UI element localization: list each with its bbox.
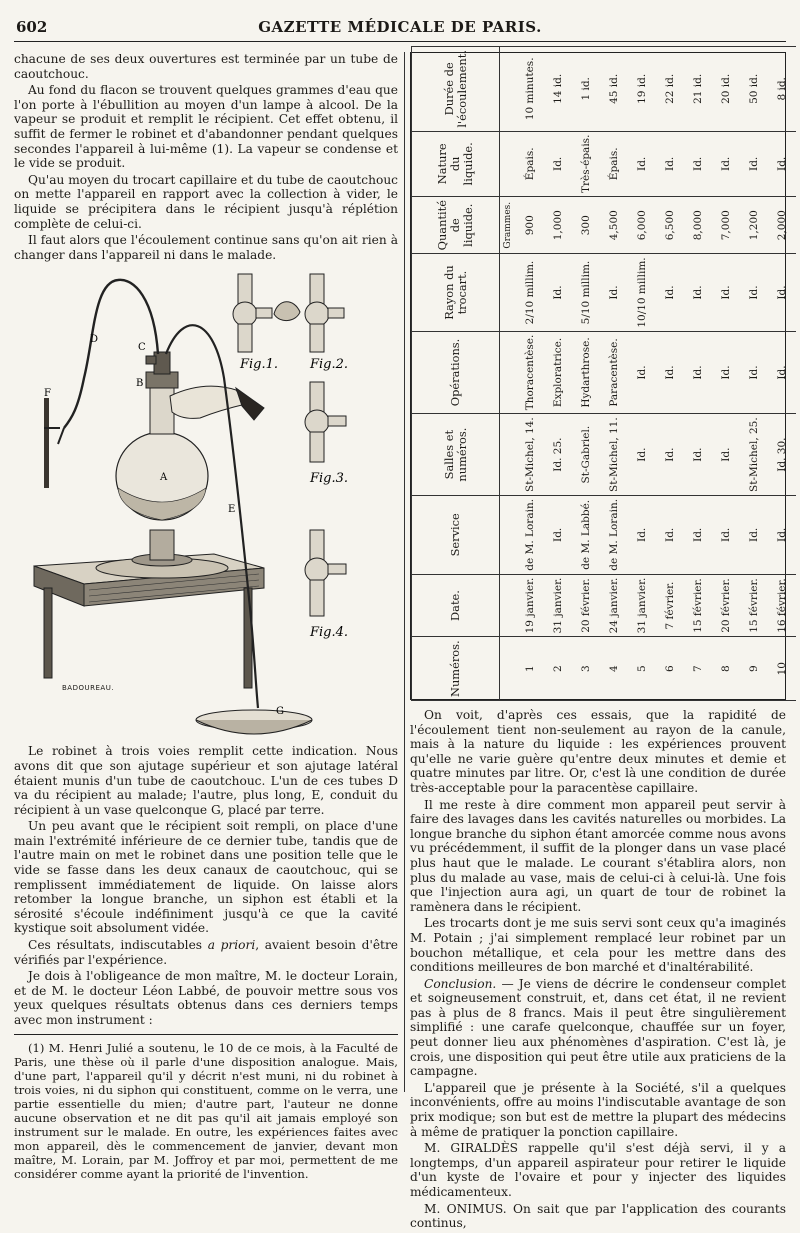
table-cell: Id. [544,495,572,574]
table-units-row [500,47,517,701]
table-cell [500,47,517,132]
footnote-rule [14,1034,398,1035]
table-cell [500,495,517,574]
table-cell: 14 id. [544,47,572,132]
paragraph: L'appareil que je présente à la Société, s'il a quelques inconvénients, offre au moins l'indiscutable avantage de son prix modique; son but est de mettre la plupart des médecins à même de pratiquer la ponction capillaire. [410,1080,786,1139]
table-cell: Id. [768,495,796,574]
table-cell: Épais. [600,131,628,196]
results-table [411,46,796,701]
table-cell: 300 [572,197,600,254]
table-cell: Id. [628,414,656,496]
table-cell: de M. Lorain. [600,495,628,574]
conclusion-label: Conclusion. [424,976,497,991]
table-row [544,47,572,701]
results-table-frame [410,52,786,700]
table-cell: Id. [712,414,740,496]
table-cell: Id. [628,495,656,574]
table-header: Salles et numéros. [412,414,500,496]
table-row [656,47,684,701]
table-cell: Très-épais. [572,131,600,196]
paragraph: Je dois à l'obligeance de mon maître, M. le docteur Lorain, et de M. le docteur Léon Labbé, de pouvoir mettre sous vos yeux quelques résultats obtenus dans ces derniers temps avec mon instrument : [14,969,398,1027]
svg-text:F: F [44,388,51,400]
table-cell: St-Gabriel. [572,414,600,496]
table-cell: Id. [656,414,684,496]
table-cell: 20 id. [712,47,740,132]
table-cell [500,574,517,637]
table-cell: Id. [600,254,628,331]
table-header: Durée de l'écoulement. [412,47,500,132]
table-cell: 3 [572,637,600,701]
svg-text:D: D [90,334,99,346]
apparatus-engraving [14,268,398,738]
table-cell: Id. [740,131,768,196]
paragraph: Il faut alors que l'écoulement continue sans qu'on ait rien à changer dans l'appareil ni dans le malade. [14,233,398,262]
paragraph: Il me reste à dire comment mon appareil peut servir à faire des lavages dans les cavités naturelles ou morbides. La longue branche du siphon étant amorcée comme nous avons vu précédemment, il suffit de la plonger dans un vase placé plus haut que le malade. Le courant s'établira alors, non plus du malade au vase, mais de celui-ci à celui-là. Une fois que l'injection aura agi, un quart de tour de robinet la ramènera dans le récipient. [410,797,786,914]
table-row [516,47,544,701]
table-cell: 21 id. [684,47,712,132]
paragraph: Les trocarts dont je me suis servi sont ceux qu'a imaginés M. Potain ; j'ai simplement remplacé leur robinet par un bouchon métallique, et cela pour les mettre dans des conditions meilleures de bon marché et d'inaltérabilité. [410,916,786,975]
table-cell: 5 [628,637,656,701]
table-cell: Id. [740,254,768,331]
table-cell: 1 [516,637,544,701]
table-cell: 2,000 [768,197,796,254]
table-cell: 7 février. [656,574,684,637]
table-cell: 15 février. [740,574,768,637]
table-cell: 9 [740,637,768,701]
table-cell: 1,000 [544,197,572,254]
svg-text:C: C [138,342,146,354]
table-cell: 19 id. [628,47,656,132]
table-header: Rayon du trocart. [412,254,500,331]
table-cell: 22 id. [656,47,684,132]
table-cell: de M. Labbé. [572,495,600,574]
paragraph: On voit, d'après ces essais, que la rapidité de l'écoulement tient non-seulement au rayon de la canule, mais à la nature du liquide : les expériences prouvent qu'elle ne varie guère qu'entre deux minutes et demie et quatre minutes par litre. Or, c'est là une condition de durée très-acceptable pour la paracentèse capillaire. [410,708,786,795]
paragraph: Qu'au moyen du trocart capillaire et du tube de caoutchouc on mette l'appareil en rapport avec la collection à vider, le liquide se précipitera dans le récipient jusqu'à réplétion complète de celui-ci. [14,172,398,231]
table-cell: Id. [656,254,684,331]
table-cell: 45 id. [600,47,628,132]
paragraph: Conclusion. — Je viens de décrire le condenseur complet et soigneusement construit, et, dans cet état, il ne revient pas à plus de 8 francs. Mais il peut être singulièrement simplifié : une carafe quelconque, chauffée sur un foyer, peut donner lieu aux phénomènes d'aspiration. C'est là, je crois, une disposition qui peut être utile aux praticiens de la campagne. [410,976,786,1079]
table-cell: Id. [684,254,712,331]
table-cell: 4,500 [600,197,628,254]
table-cell: Id. [684,495,712,574]
table-cell: 10 minutes. [516,47,544,132]
right-column [410,52,786,1233]
table-row [684,47,712,701]
svg-text:A: A [160,472,168,484]
table-cell: Id. [712,131,740,196]
paragraph: chacune de ses deux ouvertures est terminée par un tube de caoutchouc. [14,52,398,81]
table-row [600,47,628,701]
table-cell: 31 janvier. [544,574,572,637]
table-cell: Hydarthrose. [572,331,600,414]
table-cell: Id. [740,495,768,574]
table-cell: Grammes. [500,197,517,254]
table-cell: 20 février. [572,574,600,637]
page-header [14,16,786,42]
table-cell: Id. [768,131,796,196]
table-cell: 7 [684,637,712,701]
table-cell: 4 [600,637,628,701]
table-row [572,47,600,701]
table-cell: Id. [544,254,572,331]
engraver-signature: BADOUREAU. [62,684,115,693]
table-cell: Id. 25. [544,414,572,496]
table-row [628,47,656,701]
table-cell: Paracentèse. [600,331,628,414]
fig1-label: Fig.1. [240,357,279,373]
paragraph: Ces résultats, indiscutables a priori, avaient besoin d'être vérifiés par l'expérience. [14,938,398,967]
left-column [14,52,398,1183]
table-cell [500,414,517,496]
svg-text:B: B [136,378,144,390]
table-cell: de M. Lorain. [516,495,544,574]
table-cell: Id. [628,331,656,414]
table-cell: Id. [740,331,768,414]
table-cell: 50 id. [740,47,768,132]
table-cell: St-Michel, 25. [740,414,768,496]
paragraph: Le robinet à trois voies remplit cette indication. Nous avons dit que son ajutage supérieur et son ajutage latéral étaient munis d'un tube de caoutchouc. L'un de ces tubes D va du récipient au malade; l'autre, plus long, E, conduit du récipient à un vase quelconque G, placé par terre. [14,744,398,817]
table-cell: 8 [712,637,740,701]
table-row [768,47,796,701]
table-cell: Id. [712,331,740,414]
table-cell: Id. [628,131,656,196]
paragraph: M. GIRALDÈS rappelle qu'il s'est déjà servi, il y a longtemps, d'un appareil aspirateur pour retirer le liquide d'un kyste de l'ovaire et pour y injecter des liquides médicamenteux. [410,1141,786,1199]
table-cell: 6,000 [628,197,656,254]
table-header: Date. [412,574,500,637]
table-cell: 19 janvier. [516,574,544,637]
table-cell: St-Michel, 11. [600,414,628,496]
column-rule [404,52,405,1092]
table-cell: Exploratrice. [544,331,572,414]
table-header: Opérations. [412,331,500,414]
paragraph: M. ONIMUS. On sait que par l'application des courants continus, [410,1201,786,1231]
table-cell: 8,000 [684,197,712,254]
table-cell [500,131,517,196]
table-cell: 2/10 millim. [516,254,544,331]
table-cell: 20 février. [712,574,740,637]
apparatus-illustration [14,268,398,738]
paragraph: Au fond du flacon se trouvent quelques grammes d'eau que l'on porte à l'ébullition au moyen d'un lampe à alcool. De la vapeur se produit et remplit le récipient. Cet effet obtenu, il suffit de fermer le robinet et d'abandonner pendant quelques secondes l'appareil à lui-même (1). La vapeur se condense et le vide se produit. [14,83,398,171]
fig3-label: Fig.3. [310,471,349,487]
table-cell: 6 [656,637,684,701]
table-cell: Id. [684,131,712,196]
table-cell: 10 [768,637,796,701]
paragraph: Un peu avant que le récipient soit rempli, on place d'une main l'extrémité inférieure de ce dernier tube, tandis que de l'autre main on met le robinet dans une position telle que le vide se fasse dans les deux canaux de caoutchouc, qui se remplissent immédiatement de liquide. On laisse alors retomber la longue branche, un siphon est établi et la sérosité s'écoule indéfiniment jusqu'à ce que la cavité kystique soit absolument vidée. [14,819,398,936]
svg-text:E: E [228,504,236,516]
table-cell: 31 janvier. [628,574,656,637]
table-cell: 10/10 millim. [628,254,656,331]
table-cell: 15 février. [684,574,712,637]
table-cell [500,254,517,331]
table-cell: Id. [712,254,740,331]
table-header: Numéros. [412,637,500,701]
table-cell: 8 id. [768,47,796,132]
table-cell: Id. [684,414,712,496]
page-number: 602 [16,18,48,36]
table-cell: Id. [768,331,796,414]
table-cell: Épais. [516,131,544,196]
table-cell: 16 février. [768,574,796,637]
table-cell: 2 [544,637,572,701]
svg-text:G: G [276,706,284,718]
table-header: Service [412,495,500,574]
footnote: (1) M. Henri Julié a soutenu, le 10 de ce mois, à la Faculté de Paris, une thèse où il parle d'une disposition analogue. Mais, d'une part, l'appareil qu'il y décrit n'est muni, ni du robinet à trois voies, ni du siphon qui constituent, comme on le verra, une partie essentielle du mien; d'autre part, l'auteur ne donne aucune observation et ne dit pas qu'il ait jamais employé son instrument sur le malade. En outre, les expériences faites avec mon appareil, dès le commencement de janvier, devant mon maître, M. Lorain, par M. Joffroy et par moi, permettent de me considérer comme ayant la priorité de l'invention. [14,1040,398,1181]
table-cell: Id. 30. [768,414,796,496]
table-cell [500,637,517,701]
table-cell: Id. [712,495,740,574]
table-row [712,47,740,701]
fig4-label: Fig.4. [310,625,349,641]
table-cell: 5/10 millim. [572,254,600,331]
table-cell: 1 id. [572,47,600,132]
table-row [740,47,768,701]
table-cell: 900 [516,197,544,254]
fig2-label: Fig.2. [310,357,349,373]
table-cell: 7,000 [712,197,740,254]
table-cell: Id. [544,131,572,196]
table-cell: Thoracentèse. [516,331,544,414]
table-cell: 1,200 [740,197,768,254]
table-header: Quantité de liquide. [412,197,500,254]
table-cell [500,331,517,414]
table-cell: Id. [768,254,796,331]
table-header: Nature du liquide. [412,131,500,196]
running-title: GAZETTE MÉDICALE DE PARIS. [258,18,542,36]
table-cell: Id. [684,331,712,414]
table-cell: Id. [656,131,684,196]
table-cell: Id. [656,495,684,574]
table-cell: Id. [656,331,684,414]
table-cell: 6,500 [656,197,684,254]
table-cell: 24 janvier. [600,574,628,637]
table-cell: St-Michel, 14. [516,414,544,496]
